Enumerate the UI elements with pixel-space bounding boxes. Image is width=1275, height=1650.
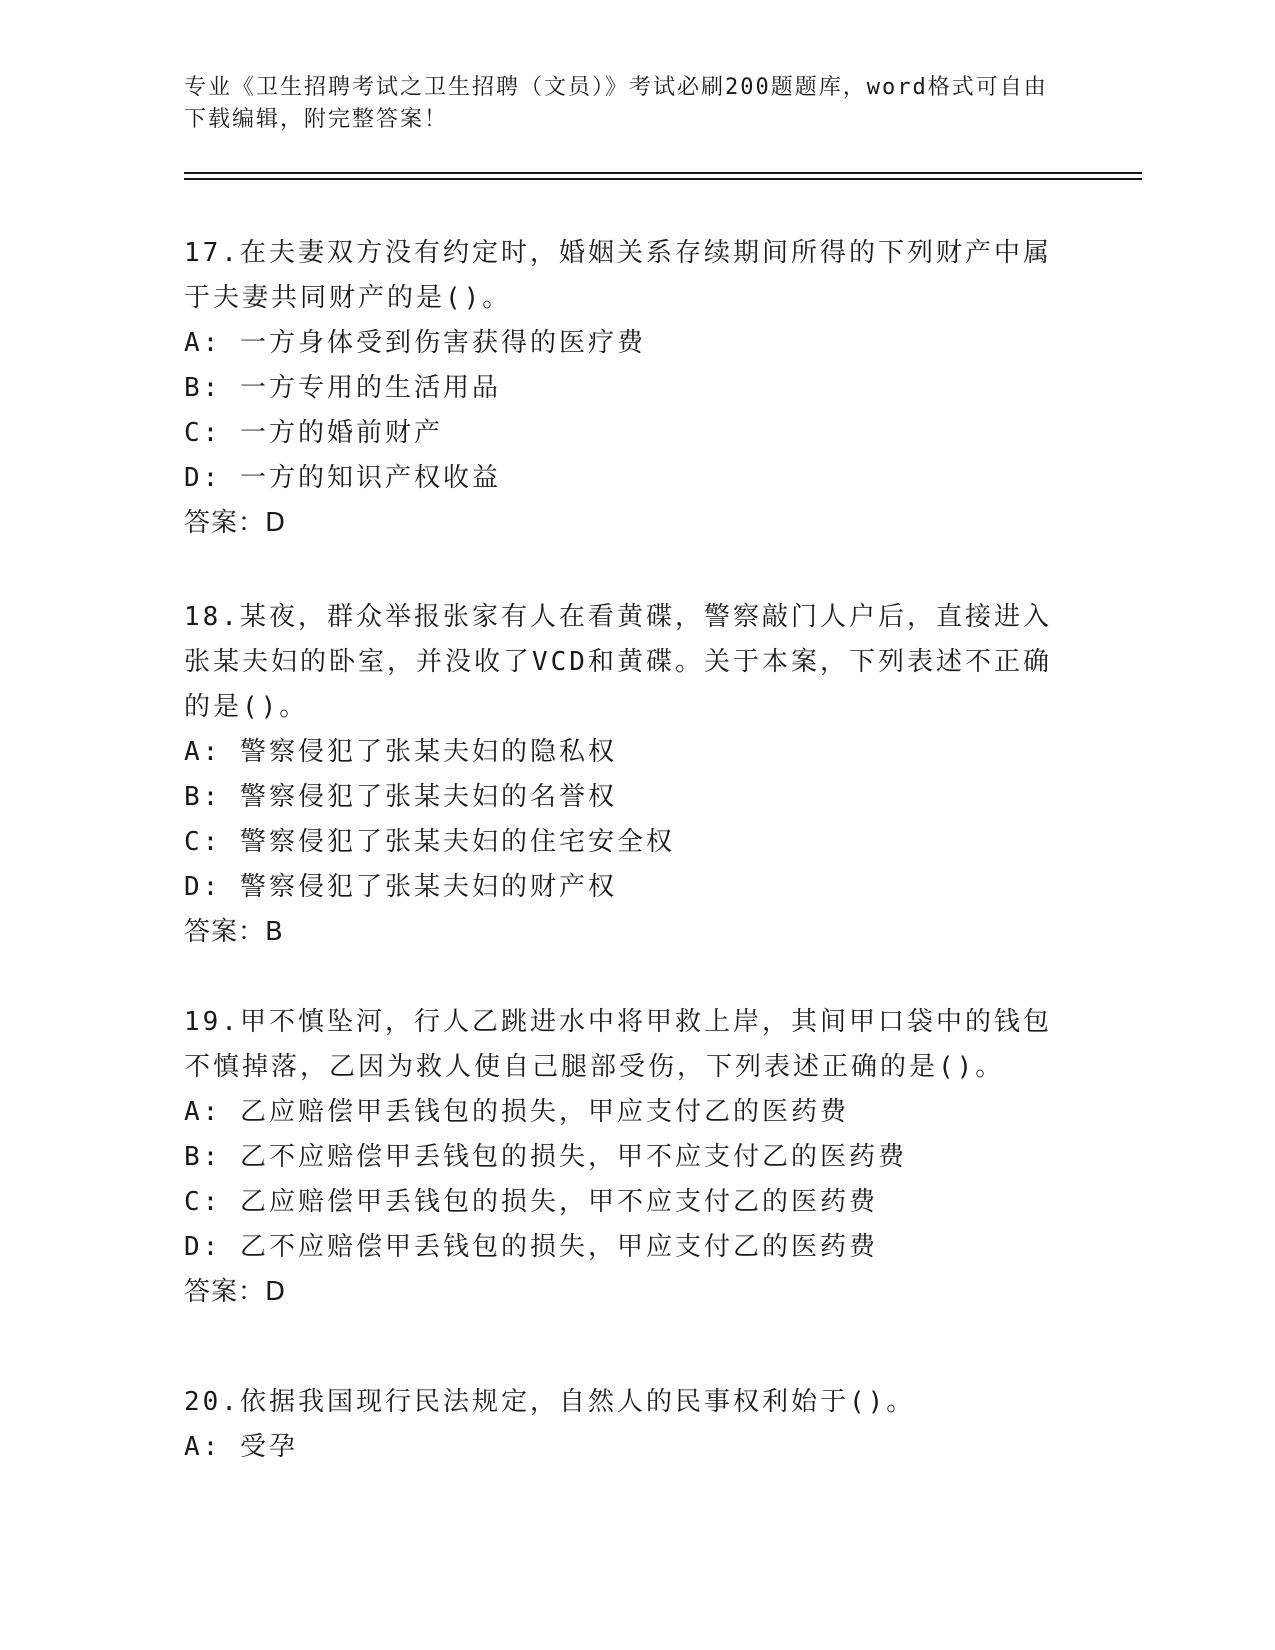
option-b: B: 警察侵犯了张某夫妇的名誉权 [184, 782, 617, 812]
option-b: B: 乙不应赔偿甲丢钱包的损失，甲不应支付乙的医药费 [184, 1142, 907, 1172]
question-text: 19.甲不慎坠河，行人乙跳进水中将甲救上岸，其间甲口袋中的钱包不慎掉落，乙因为救人使自己腿部受伤，下列表述正确的是()。 [184, 1007, 1052, 1082]
option-a: A: 警察侵犯了张某夫妇的隐私权 [184, 737, 617, 767]
answer: 答案：D [184, 508, 287, 538]
question-18 [184, 595, 1064, 955]
option-d: D: 乙不应赔偿甲丢钱包的损失，甲应支付乙的医药费 [184, 1232, 878, 1262]
option-a: A: 乙应赔偿甲丢钱包的损失，甲应支付乙的医药费 [184, 1097, 849, 1127]
answer: 答案：B [184, 917, 284, 947]
question-19 [184, 1000, 1064, 1315]
question-text: 18.某夜，群众举报张家有人在看黄碟，警察敲门人户后，直接进入张某夫妇的卧室，并没收了VCD和黄碟。关于本案，下列表述不正确的是()。 [184, 602, 1052, 722]
question-text: 17.在夫妻双方没有约定时，婚姻关系存续期间所得的下列财产中属于夫妻共同财产的是()。 [184, 238, 1052, 313]
option-c: C: 警察侵犯了张某夫妇的住宅安全权 [184, 827, 675, 857]
option-a: A: 一方身体受到伤害获得的医疗费 [184, 328, 646, 358]
document-header: 专业《卫生招聘考试之卫生招聘（文员）》考试必刷200题题库，word格式可自由下载编辑，附完整答案！ [184, 75, 1048, 132]
question-17 [184, 231, 1064, 546]
option-d: D: 一方的知识产权收益 [184, 463, 501, 493]
header-divider-top [184, 172, 1142, 174]
option-c: C: 一方的婚前财产 [184, 418, 443, 448]
question-text: 20.依据我国现行民法规定，自然人的民事权利始于()。 [184, 1387, 916, 1417]
answer: 答案：D [184, 1277, 287, 1307]
option-c: C: 乙应赔偿甲丢钱包的损失，甲不应支付乙的医药费 [184, 1187, 878, 1217]
option-d: D: 警察侵犯了张某夫妇的财产权 [184, 872, 617, 902]
header-divider-bottom [184, 178, 1142, 180]
question-20 [184, 1380, 1064, 1470]
option-a: A: 受孕 [184, 1432, 298, 1462]
option-b: B: 一方专用的生活用品 [184, 373, 501, 403]
